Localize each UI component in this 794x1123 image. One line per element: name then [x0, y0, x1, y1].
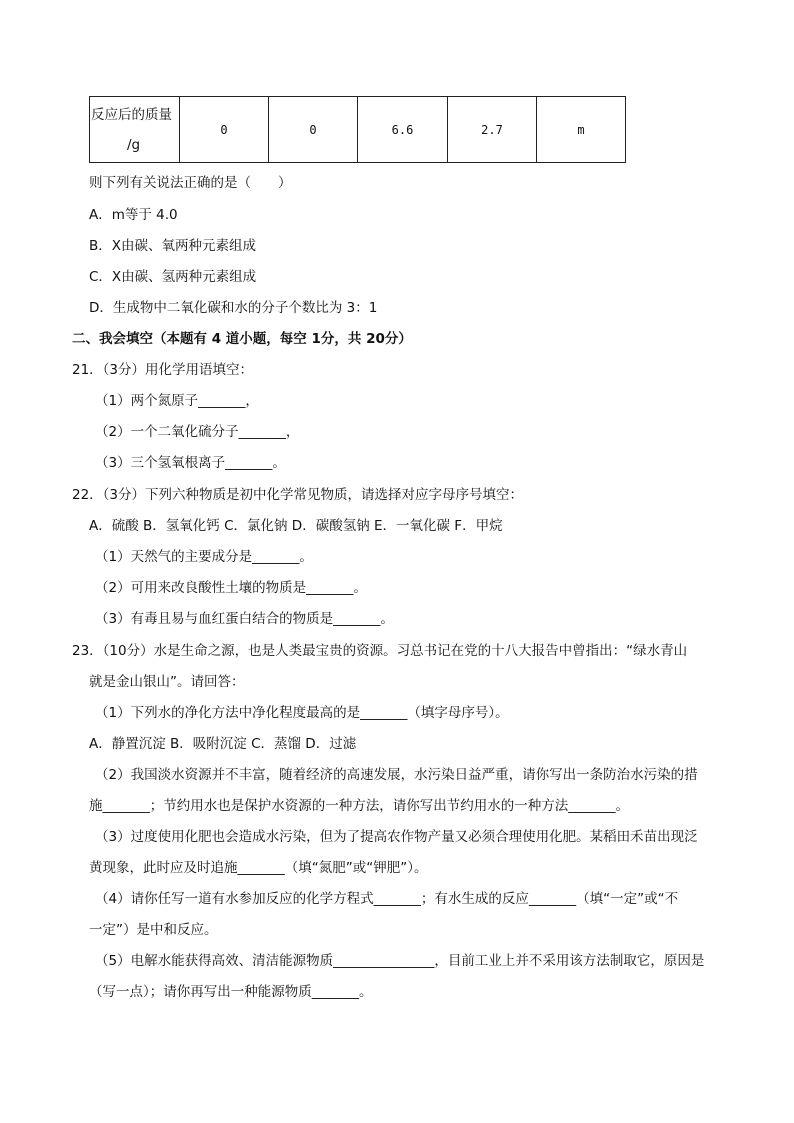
- row-header-line1: 反应后的质量: [91, 106, 172, 123]
- row-header-cell: [90, 97, 180, 163]
- q20-stem: 则下列有关说法正确的是（ ）: [89, 175, 292, 191]
- q21-item-1: （1）两个氮原子_______，: [95, 393, 259, 409]
- q23-part-5-line2: （写一点）；请你再写出一种能源物质_______。: [89, 984, 373, 1000]
- q20-option-c: C．X由碳、氢两种元素组成: [89, 269, 257, 285]
- q23-part-3-line1: （3）过度使用化肥也会造成水污染，但为了提高农作物产量又必须合理使用化肥。某稻田禾苗出现泛: [95, 829, 698, 845]
- table-cell: 2.7: [448, 97, 537, 163]
- q23-part-2-line2: 施_______；节约用水也是保护水资源的一种方法，请你写出节约用水的一种方法_______。: [89, 798, 629, 814]
- table-cell: m: [537, 97, 626, 163]
- mass-table: [89, 96, 626, 163]
- q23-part-3-line2: 黄现象，此时应及时追施_______（填“氮肥”或“钾肥”）。: [89, 860, 428, 876]
- q23-part-4-line2: 一定”）是中和反应。: [89, 922, 218, 938]
- q21-item-3: （3）三个氢氧根离子_______。: [95, 455, 286, 471]
- q23-part-1-choices: A．静置沉淀 B．吸附沉淀 C．蒸馏 D．过滤: [89, 736, 357, 752]
- q21-stem: 21．（3分）用化学用语填空：: [72, 362, 254, 378]
- q22-item-1: （1）天然气的主要成分是_______。: [95, 549, 313, 565]
- table-cell: 0: [269, 97, 358, 163]
- q23-stem-line2: 就是金山银山”。请回答：: [89, 674, 245, 690]
- table-cell: 6.6: [358, 97, 448, 163]
- q23-part-5-line1: （5）电解水能获得高效、清洁能源物质_______________，目前工业上并不采用该方法制取它，原因是: [95, 953, 705, 969]
- q20-option-b: B．X由碳、氧两种元素组成: [89, 238, 257, 254]
- q22-stem: 22．（3分）下列六种物质是初中化学常见物质，请选择对应字母序号填空：: [72, 487, 524, 503]
- q21-item-2: （2）一个二氧化硫分子_______，: [95, 424, 300, 440]
- table-row: [90, 97, 626, 163]
- row-header-line2: /g: [127, 136, 141, 153]
- q20-option-d: D．生成物中二氧化碳和水的分子个数比为 3：1: [89, 300, 378, 316]
- q22-choices: A．硫酸 B．氢氧化钙 C．氯化钠 D．碳酸氢钠 E．一氧化碳 F．甲烷: [89, 518, 503, 534]
- q23-part-4-line1: （4）请你任写一道有水参加反应的化学方程式_______；有水生成的反应_______（填“一定”或“不: [95, 891, 679, 907]
- q22-item-2: （2）可用来改良酸性土壤的物质是_______。: [95, 580, 367, 596]
- q20-option-a: A．m等于 4.0: [89, 207, 178, 223]
- q22-item-3: （3）有毒且易与血红蛋白结合的物质是_______。: [95, 611, 394, 627]
- table-cell: 0: [180, 97, 269, 163]
- q23-part-1: （1）下列水的净化方法中净化程度最高的是_______（填字母序号）。: [95, 705, 509, 721]
- q23-stem-line1: 23．（10分）水是生命之源，也是人类最宝贵的资源。习总书记在党的十八大报告中曾指出：“绿水青山: [72, 643, 688, 659]
- q23-part-2-line1: （2）我国淡水资源并不丰富，随着经济的高速发展，水污染日益严重，请你写出一条防治水污染的措: [95, 767, 698, 783]
- section-title: 二、我会填空（本题有 4 道小题，每空 1分，共 20分）: [72, 331, 412, 347]
